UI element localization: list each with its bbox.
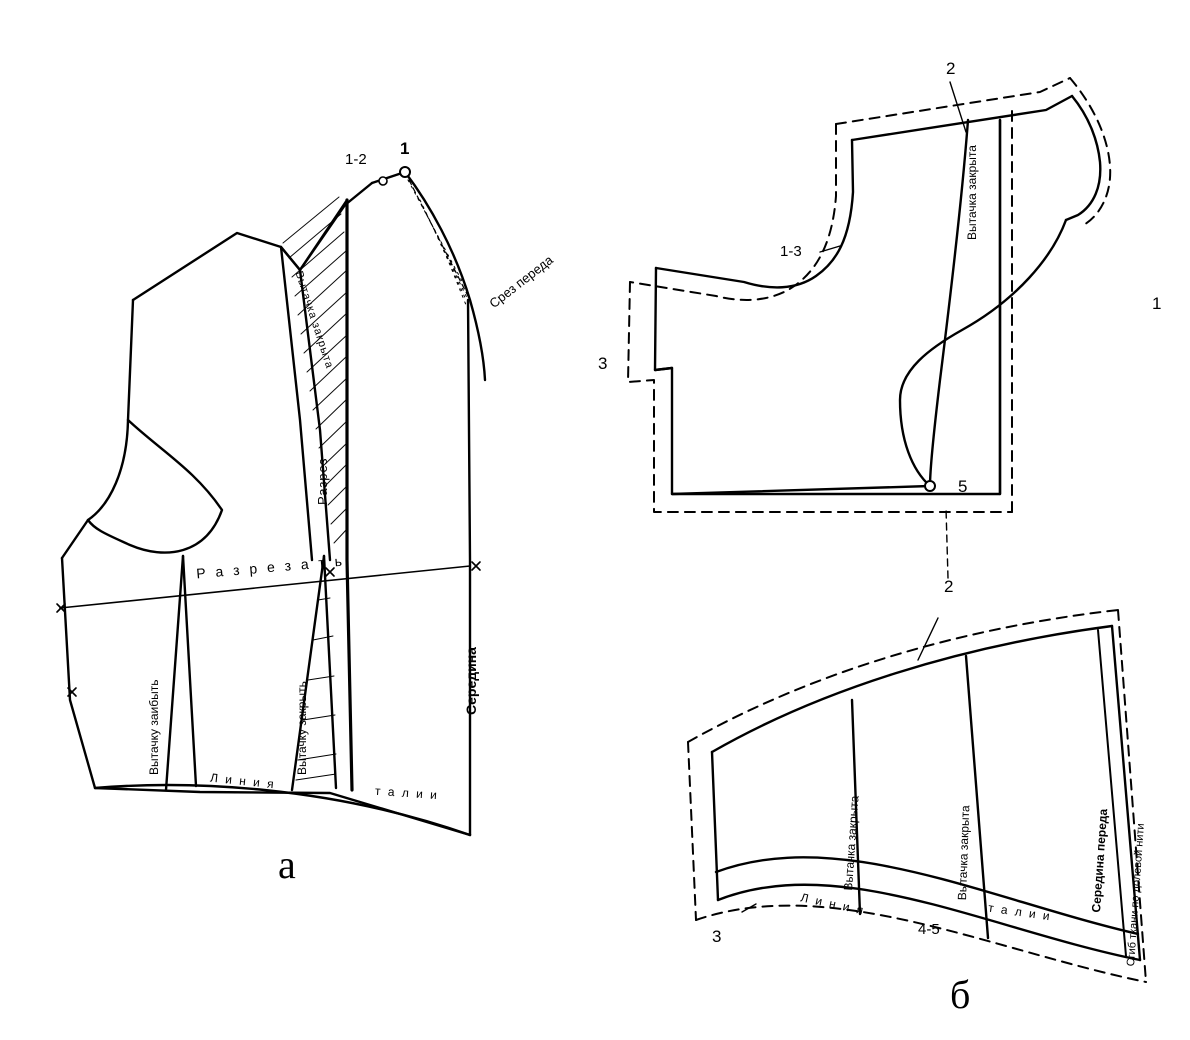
label-a-waist-left: Л и н и я — [209, 770, 277, 792]
label-b-1-right: 1 — [1152, 294, 1162, 313]
figure-label-b: б — [950, 972, 971, 1017]
label-b2-dart-closed-2: Вытачка закрыта — [955, 805, 973, 901]
label-a-cut-line: Разрез — [315, 457, 330, 505]
label-b2-dart-closed-1: Вытачка закрыта — [841, 795, 862, 891]
label-a-dart-close-left: Вытачку заибыть — [147, 679, 161, 775]
label-b2-3: 3 — [712, 927, 722, 946]
label-b-2-top: 2 — [946, 59, 956, 78]
label-a-front-edge: Срез переда — [486, 252, 556, 312]
label-a-dart-open-top: Вытачка закрыта — [292, 269, 336, 371]
label-a-razrezat: Р а з р е з а т ь — [195, 552, 346, 582]
label-b-dart-closed-top: Вытачка закрыта — [965, 145, 979, 240]
label-a-middle: Середина — [463, 647, 479, 715]
label-a-waist-right: т а л и и — [374, 783, 440, 803]
label-b2-grain: Сгиб ткани по долевой нити — [1125, 822, 1147, 967]
label-a-1: 1 — [400, 139, 410, 158]
label-a-1-2: 1-2 — [345, 151, 367, 168]
label-b-1-3: 1-3 — [780, 243, 802, 260]
label-b2-waist-left: Л и н и я — [799, 890, 867, 918]
label-b-5: 5 — [958, 477, 968, 496]
label-b2-4-5: 4-5 — [918, 921, 940, 938]
figure-label-a: а — [278, 842, 296, 887]
label-b2-middle-front: Середина переда — [1089, 808, 1111, 913]
label-b-2-bottom: 2 — [944, 577, 954, 596]
label-a-dart-close-mid: Вытачку закрыть — [295, 681, 309, 775]
label-b2-waist-right: т а л и и — [987, 900, 1053, 924]
label-b-3-left: 3 — [598, 354, 608, 373]
